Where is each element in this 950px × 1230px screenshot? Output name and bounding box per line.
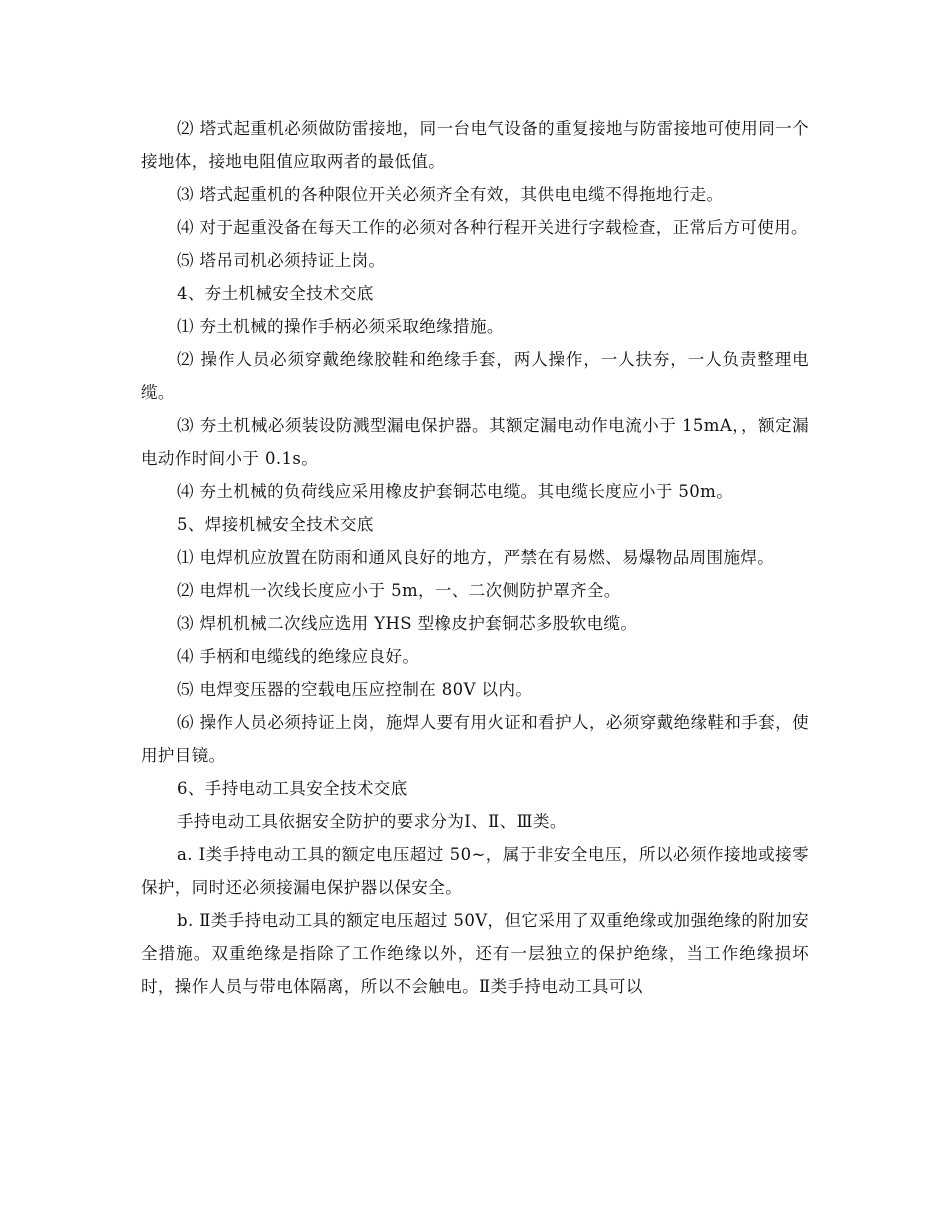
paragraph-class-one-tools: a. Ⅰ类手持电动工具的额定电压超过 50~，属于非安全电压，所以必须作接地或接零保护，同时还必须接漏电保护器以保安全。 — [141, 845, 809, 897]
section-heading-handheld-power-tools: 6、手持电动工具安全技术交底 — [177, 779, 408, 798]
paragraph-tower-crane-limit-switches: ⑶ 塔式起重机的各种限位开关必须齐全有效，其供电电缆不得拖地行走。 — [177, 185, 724, 204]
paragraph-daily-switch-inspection: ⑷ 对于起重没备在每天工作的必须对各种行程开关进行字载检查，正常后方可使用。 — [177, 218, 808, 237]
paragraph-tamper-handle-insulation: ⑴ 夯土机械的操作手柄必须采取绝缘措施。 — [177, 317, 504, 336]
paragraph-transformer-voltage: ⑸ 电焊变压器的空载电压应控制在 80V 以内。 — [177, 680, 533, 699]
paragraph-crane-operator-certification: ⑸ 塔吊司机必须持证上岗。 — [177, 251, 386, 270]
paragraph-tool-classification: 手持电动工具依据安全防护的要求分为Ⅰ、Ⅱ、Ⅲ类。 — [177, 812, 567, 831]
paragraph-welder-secondary-line: ⑶ 焊机机械二次线应选用 YHS 型橡皮护套铜芯多股软电缆。 — [177, 614, 638, 633]
paragraph-tamper-leakage-protector: ⑶ 夯土机械必须装设防溅型漏电保护器。其额定漏电动作电流小于 15mA，，额定漏电动作时间小于 0.1s。 — [141, 416, 809, 468]
section-heading-welding-machinery: 5、焊接机械安全技术交底 — [177, 515, 374, 534]
section-heading-tamping-machinery: 4、夯土机械安全技术交底 — [177, 284, 374, 303]
paragraph-welder-operator-requirements: ⑹ 操作人员必须持证上岗，施焊人要有用火证和看护人，必须穿戴绝缘鞋和手套，使用护目镜。 — [141, 713, 809, 765]
paragraph-tamper-cable-length: ⑷ 夯土机械的负荷线应采用橡皮护套铜芯电缆。其电缆长度应小于 50m。 — [177, 482, 734, 501]
paragraph-class-two-tools: b. Ⅱ类手持电动工具的额定电压超过 50V，但它采用了双重绝缘或加强绝缘的附加安全措施。双重绝缘是指除了工作绝缘以外，还有一层独立的保护绝缘，当工作绝缘损坏时，操作人员与带电体隔离，所以不会触电。Ⅱ类手持电动工具可以 — [141, 911, 809, 996]
paragraph-welder-primary-line: ⑵ 电焊机一次线长度应小于 5m，一、二次侧防护罩齐全。 — [177, 581, 621, 600]
paragraph-tower-crane-lightning-grounding: ⑵ 塔式起重机必须做防雷接地，同一台电气设备的重复接地与防雷接地可使用同一个接地体，接地电阻值应取两者的最低值。 — [141, 119, 809, 171]
document-body — [141, 112, 809, 1003]
paragraph-tamper-operator-protection: ⑵ 操作人员必须穿戴绝缘胶鞋和绝缘手套，两人操作，一人扶夯，一人负责整理电缆。 — [141, 350, 809, 402]
paragraph-handle-insulation: ⑷ 手柄和电缆线的绝缘应良好。 — [177, 647, 420, 666]
paragraph-welder-placement: ⑴ 电焊机应放置在防雨和通风良好的地方，严禁在有易燃、易爆物品周围施焊。 — [177, 548, 775, 567]
